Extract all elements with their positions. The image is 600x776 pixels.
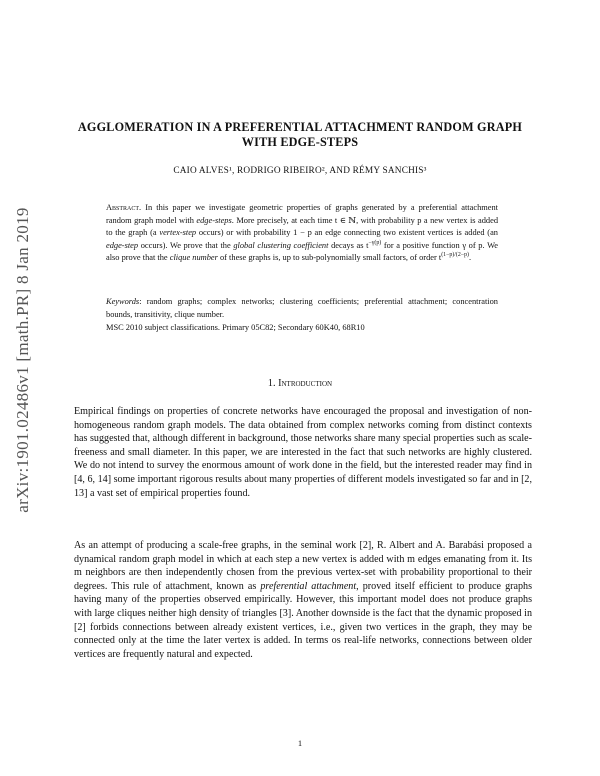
abstract-exponent-1: −γ(p) (368, 239, 382, 246)
keywords-label: Keywords (106, 297, 140, 306)
abstract-text-5: decays as t (328, 240, 369, 250)
section-title: Introduction (278, 378, 333, 389)
page-number: 1 (297, 738, 303, 748)
abstract-gcc: global clustering coefficient (233, 240, 329, 250)
intro-paragraph-2 (74, 539, 532, 661)
keywords (106, 296, 498, 321)
paper-title: AGGLOMERATION IN A PREFERENTIAL ATTACHMENT RANDOM GRAPH WITH EDGE-STEPS (77, 120, 523, 149)
abstract-text-7: of these graphs is, up to sub-polynomially small factors, of order t (217, 253, 442, 263)
arxiv-sidebar (8, 150, 38, 570)
abstract-text-1: In this paper we investigate geometric properties of graphs generated by a preferential attachment random graph model with (106, 203, 498, 225)
msc-classification: MSC 2010 subject classifications. Primary 05C82; Secondary 60K40, 68R10 (106, 323, 365, 332)
abstract-edge-step: edge-step (106, 240, 139, 250)
intro-paragraph-1: Empirical findings on properties of concrete networks have encouraged the proposal and investigation of non-homogeneous random graph models. The data obtained from complex networks coming from distinct contexts has suggested that, although different in background, those networks share many special properties such as scale-freeness and small diameter. In this paper, we are interested in the fact that such networks are highly clustered. We do not intend to survey the enormous amount of work done in the field, but the interested reader may find in [4, 6, 14] some important rigorous results about many properties of different models investigated so far and in [2, 13] a vast set of empirical properties found. (74, 406, 532, 499)
intro-p2-emphasis: preferential attachment (260, 580, 357, 592)
abstract-text-6: for a positive function γ of p. We also prove that the (106, 240, 499, 263)
abstract-text-4: occurs). We prove that the (138, 240, 234, 250)
intro-p2-part-a: As an attempt of producing a scale-free graphs, in the seminal work [2], R. Albert and A. Barabási proposed a dynamical random graph model in which at each step a new vertex is added with m edges emanating from it. Its m neighbors are then independently chosen from the previous vertex-set with probability proportional to their degrees. This rule of attachment, known as (74, 540, 532, 592)
abstract-text-3: occurs) or with probability 1 − p an edge connecting two existent vertices is added (an (196, 228, 498, 238)
abstract-vertex-step: vertex-step (159, 228, 197, 238)
paper-authors: CAIO ALVES¹, RODRIGO RIBEIRO², AND RÉMY SANCHIS³ (173, 166, 427, 176)
arxiv-identifier: arXiv:1901.02486v1 [math.PR] 8 Jan 2019 (13, 207, 32, 513)
section-number: 1. (267, 378, 276, 389)
abstract-clique: clique number (169, 253, 218, 263)
keywords-text: : random graphs; complex networks; clustering coefficients; preferential attachment; concentration bounds, transitivity, clique number. (106, 297, 498, 319)
abstract-exponent-2: (1−p)/(2−p) (441, 252, 469, 259)
abstract (106, 202, 498, 265)
abstract-text-2: . More precisely, at each time t ∈ ℕ, with probability p a new vertex is added to the graph (a (106, 215, 499, 238)
abstract-label: Abstract. (106, 203, 142, 212)
intro-p2-part-b: , proved itself efficient to produce graphs having many of the properties observed empirically. However, this important model does not produce graphs with large cliques neither high density of triangles [3]. Another downside is the fact that the dynamic proposed in [2] forbids connections between already existent vertices, i.e., given two vertices in the graph, they may be connected only at the time the later vertex is added. In terms os real-life networks, connections between older vertices are frequently natural and expected. (74, 580, 532, 660)
abstract-edge-steps: edge-steps (196, 215, 232, 225)
section-heading (70, 378, 530, 389)
abstract-text-8: . (468, 253, 472, 263)
